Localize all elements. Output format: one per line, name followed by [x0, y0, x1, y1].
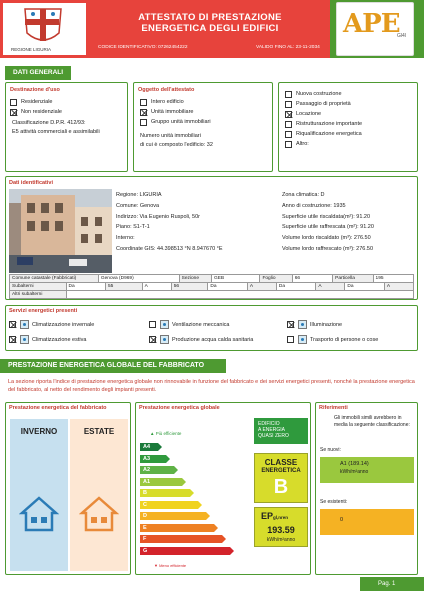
- checkbox-icon[interactable]: [140, 99, 147, 106]
- motivo-option-label: Nuova costruzione: [296, 91, 342, 97]
- cadastral-cell: Particella: [333, 275, 373, 283]
- checkbox-icon[interactable]: [285, 101, 292, 108]
- servizio-label: Ventilazione meccanica: [172, 321, 230, 328]
- servizio-label: Climatizzazione estiva: [32, 336, 87, 343]
- motivo-option-label: Locazione: [296, 111, 322, 117]
- estate-label: ESTATE: [83, 427, 115, 436]
- id-col-right: Zona climatica: D Anno di costruzione: 1935 Superficie utile riscaldata(m²): 91.20 Superficie utile raffrescata (m²): 91.20 Volume lordo riscaldato (m³): 276.50 Volume lordo raffrescato (m³): 276.50: [282, 192, 374, 252]
- riferimenti-nuovi: A1 (189.14) kWh/m²anno: [320, 457, 414, 483]
- classificazione-line1: Classificazione D.P.R. 412/93:: [12, 120, 86, 126]
- cadastral-cell: Da: [276, 283, 315, 291]
- destinazione-option-label: Residenziale: [21, 99, 53, 105]
- prestazione-intro: La sezione riporta l'indice di prestazione energetica globale non rinnovabile in funzione del fabbricato e dei servizi energetici presenti, nonché la prestazione energetica del fabbricato, al netto del rendimento degli impianti presenti.: [8, 379, 415, 393]
- cadastral-cell: Subalterni: [10, 283, 67, 291]
- dati-generali-title: DATI GENERALI: [5, 66, 71, 80]
- destinazione-option-1: [10, 107, 62, 117]
- prestazione-title: PRESTAZIONE ENERGETICA GLOBALE DEL FABBRICATO: [0, 359, 226, 373]
- cadastral-cell: Comune catastale (Fabbricati): [10, 275, 99, 283]
- cadastral-cell: Foglio: [260, 275, 292, 283]
- service-icon: [20, 335, 29, 344]
- destinazione-option-0: [10, 97, 62, 107]
- cadastral-cell: 56: [171, 283, 208, 291]
- checkbox-icon[interactable]: [285, 91, 292, 98]
- riferimenti-title: Riferimenti: [319, 405, 348, 411]
- codice-identificativo: CODICE IDENTIFICATIVO: 07262454222: [98, 45, 188, 50]
- checkbox-icon[interactable]: [285, 131, 292, 138]
- service-icon: [298, 320, 307, 329]
- checkbox-icon[interactable]: [9, 321, 16, 328]
- checkbox-icon[interactable]: [149, 336, 156, 343]
- motivo-option-1: [285, 99, 362, 109]
- motivo-option-3: [285, 119, 362, 129]
- energy-class-bar: G: [140, 547, 230, 555]
- servizio-item: [287, 335, 378, 344]
- cadastral-cell: 66: [292, 275, 332, 283]
- energy-class-bar: A2: [140, 466, 174, 474]
- cadastral-table: [9, 274, 414, 299]
- piu-efficiente: ▲ Più efficiente: [150, 431, 182, 436]
- cadastral-cell: GEB: [211, 275, 259, 283]
- checkbox-icon[interactable]: [10, 109, 17, 116]
- servizi-box: [5, 305, 418, 351]
- page-number: Pag. 1: [360, 577, 424, 591]
- cadastral-cell: A: [247, 283, 276, 291]
- inverno-label: INVERNO: [20, 427, 58, 436]
- destinazione-option-label: Non residenziale: [21, 109, 62, 115]
- checkbox-icon[interactable]: [285, 141, 292, 148]
- energy-class-bar: A1: [140, 478, 182, 486]
- motivo-option-4: [285, 129, 362, 139]
- energy-class-bar: C: [140, 501, 198, 509]
- motivo-option-5: [285, 139, 362, 149]
- motivo-option-label: Ristrutturazione importante: [296, 121, 363, 127]
- cadastral-cell: 55: [106, 283, 143, 291]
- servizio-item: [9, 320, 94, 329]
- motivo-box: [278, 82, 418, 172]
- oggetto-option-0: [140, 97, 211, 107]
- cadastral-cell: [66, 291, 413, 299]
- ep-value: 193.59: [267, 525, 295, 535]
- destinazione-title: Destinazione d'uso: [10, 87, 60, 93]
- numero-unita-line2: di cui è composto l'edificio: 32: [140, 142, 213, 148]
- energy-class-bar: D: [140, 512, 206, 520]
- energy-class-bar: A4: [140, 443, 158, 451]
- ape-logo: APE Gl4l: [336, 2, 414, 56]
- cadastral-cell: Da: [208, 283, 247, 291]
- house-winter-icon: [19, 495, 59, 533]
- riferimenti-desc: Gli immobili simili avrebbero in media la seguente classificazione:: [334, 415, 410, 428]
- motivo-option-0: [285, 89, 362, 99]
- oggetto-option-label: Gruppo unità immobiliari: [151, 119, 211, 125]
- cadastral-cell: Altri subalterni: [10, 291, 67, 299]
- servizio-item: [149, 320, 229, 329]
- building-photo: [9, 189, 112, 273]
- servizio-label: Climatizzazione invernale: [32, 321, 95, 328]
- checkbox-icon[interactable]: [10, 99, 17, 106]
- servizi-title: Servizi energetici presenti: [9, 308, 78, 314]
- servizio-label: Trasporto di persone o cose: [310, 336, 379, 343]
- energy-class-bar: E: [140, 524, 214, 532]
- checkbox-icon[interactable]: [285, 121, 292, 128]
- checkbox-icon[interactable]: [149, 321, 156, 328]
- servizio-item: [9, 335, 86, 344]
- classe-energetica-badge: CLASSE ENERGETICA B: [254, 453, 308, 503]
- energy-class-scale: [140, 443, 250, 563]
- motivo-option-label: Riqualificazione energetica: [296, 131, 362, 137]
- riferimenti-box: Riferimenti Gli immobili simili avrebbero in media la seguente classificazione: Se nuovi: A1 (189.14) kWh/m²anno Se esistenti: 0: [315, 402, 418, 575]
- id-col-left: Regione: LIGURIA Comune: Genova Indirizzo: Via Eugenio Ruspoli, 50r Piano: S1-T-1 Interno: Coordinate GIS: 44.398513 °N 8.947670 °E: [116, 192, 223, 252]
- dati-identificativi-box: [5, 176, 418, 300]
- cadastral-cell: Genova (D969): [98, 275, 179, 283]
- cadastral-cell: 195: [373, 275, 413, 283]
- classe-value: B: [273, 476, 289, 498]
- riferimenti-esistenti: 0: [320, 509, 414, 535]
- checkbox-icon[interactable]: [287, 336, 294, 343]
- cadastral-cell: Da: [345, 283, 384, 291]
- numero-unita-line1: Numero unità immobiliari: [140, 133, 201, 139]
- oggetto-option-label: Intero edificio: [151, 99, 184, 105]
- classificazione-line2: E5 attività commerciali e assimilabili: [12, 129, 100, 135]
- servizio-label: Illuminazione: [310, 321, 343, 328]
- dati-identificativi-title: Dati identificativi: [9, 180, 54, 186]
- energy-class-bar: A3: [140, 455, 166, 463]
- oggetto-box: [133, 82, 273, 172]
- motivo-option-2: [285, 109, 362, 119]
- checkbox-icon[interactable]: [285, 111, 292, 118]
- oggetto-option-1: [140, 107, 211, 117]
- meno-efficiente: ▼ Meno efficiente: [154, 563, 187, 568]
- fabbricato-box: [5, 402, 131, 575]
- service-icon: [20, 320, 29, 329]
- servizio-label: Produzione acqua calda sanitaria: [172, 336, 254, 343]
- nzeb-badge: EDIFICIO A ENERGIA QUASI ZERO: [254, 418, 308, 444]
- fabbricato-title: Prestazione energetica del fabbricato: [9, 405, 107, 411]
- service-icon: [160, 335, 169, 344]
- oggetto-option-label: Unità immobiliare: [151, 109, 194, 115]
- house-summer-icon: [79, 495, 119, 533]
- checkbox-icon[interactable]: [140, 109, 147, 116]
- region-logo-text: REGIONE LIGURIA: [11, 47, 52, 52]
- globale-title: Prestazione energetica globale: [139, 405, 220, 411]
- cadastral-cell: Da: [66, 283, 105, 291]
- checkbox-icon[interactable]: [287, 321, 294, 328]
- cadastral-cell: A: [316, 283, 345, 291]
- oggetto-title: Oggetto dell'attestato: [138, 87, 195, 93]
- page-title: ATTESTATO DI PRESTAZIONE ENERGETICA DEGLI EDIFICI: [138, 12, 282, 34]
- ep-badge: EPgl,nren 193.59 kWh/m²anno: [254, 507, 308, 547]
- service-icon: [160, 320, 169, 329]
- servizio-item: [287, 320, 342, 329]
- cadastral-cell: Sezione: [179, 275, 211, 283]
- checkbox-icon[interactable]: [140, 119, 147, 126]
- motivo-option-label: Altro:: [296, 141, 309, 147]
- estate-panel: [70, 419, 128, 571]
- cadastral-cell: A: [384, 283, 413, 291]
- energy-class-bar: F: [140, 535, 222, 543]
- servizio-item: [149, 335, 253, 344]
- service-icon: [298, 335, 307, 344]
- region-logo: [0, 0, 86, 58]
- destinazione-box: [5, 82, 128, 172]
- globale-box: [135, 402, 311, 575]
- validita: VALIDO FINO AL: 23-11-2034: [256, 45, 320, 50]
- inverno-panel: [10, 419, 68, 571]
- checkbox-icon[interactable]: [9, 336, 16, 343]
- oggetto-option-2: [140, 117, 211, 127]
- motivo-option-label: Passaggio di proprietà: [296, 101, 351, 107]
- energy-class-bar: B: [140, 489, 190, 497]
- cadastral-cell: A: [142, 283, 171, 291]
